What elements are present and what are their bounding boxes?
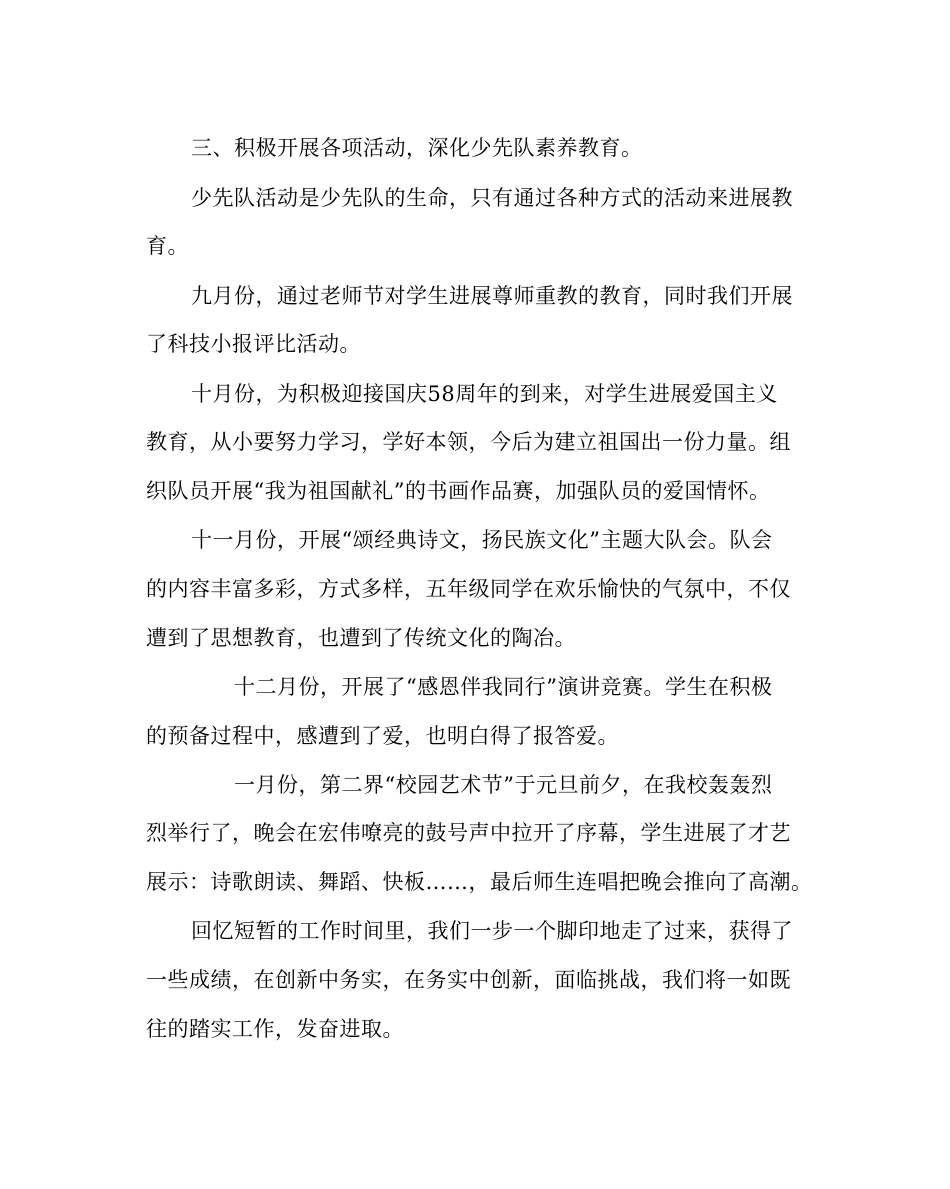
- paragraph-line: 教育，从小要努力学习，学好本领，今后为建立祖国出一份力量。组: [146, 430, 791, 454]
- paragraph-line: 织队员开展“我为祖国献礼”的书画作品赛，加强队员的爱国情怀。: [146, 479, 771, 503]
- paragraph-line: 展示：诗歌朗读、舞蹈、快板……，最后师生连唱把晚会推向了高潮。: [146, 870, 813, 894]
- paragraph-line: 烈举行了，晚会在宏伟嘹亮的鼓号声中拉开了序幕，学生进展了才艺: [146, 821, 791, 845]
- paragraph-line: 少先队活动是少先队的生命，只有通过各种方式的活动来进展教: [191, 186, 793, 210]
- paragraph-line: 遭到了思想教育，也遭到了传统文化的陶冶。: [146, 626, 576, 650]
- paragraph-line: 回忆短暂的工作时间里，我们一步一个脚印地走了过来，获得了: [191, 919, 793, 943]
- paragraph-line: 十月份，为积极迎接国庆58周年的到来，对学生进展爱国主义: [191, 382, 778, 406]
- paragraph-line: 九月份，通过老师节对学生进展尊师重教的教育，同时我们开展: [191, 284, 793, 308]
- paragraph-line: 十一月份，开展“颂经典诗文，扬民族文化”主题大队会。队会: [191, 528, 773, 552]
- paragraph-line: 育。: [146, 234, 189, 258]
- paragraph-line: 一月份，第二界“校园艺术节”于元旦前夕，在我校轰轰烈: [234, 773, 773, 797]
- paragraph-line: 十二月份，开展了“感恩伴我同行”演讲竞赛。学生在积极: [234, 675, 773, 699]
- paragraph-line: 一些成绩，在创新中务实，在务实中创新，面临挑战，我们将一如既: [146, 968, 791, 992]
- section-heading: 三、积极开展各项活动，深化少先队素养教育。: [191, 136, 643, 160]
- paragraph-line: 的预备过程中，感遭到了爱，也明白得了报答爱。: [146, 724, 619, 748]
- paragraph-line: 了科技小报评比活动。: [146, 332, 361, 356]
- paragraph-line: 的内容丰富多彩，方式多样，五年级同学在欢乐愉快的气氛中，不仅: [146, 577, 791, 601]
- paragraph-line: 往的踏实工作，发奋进取。: [146, 1017, 404, 1041]
